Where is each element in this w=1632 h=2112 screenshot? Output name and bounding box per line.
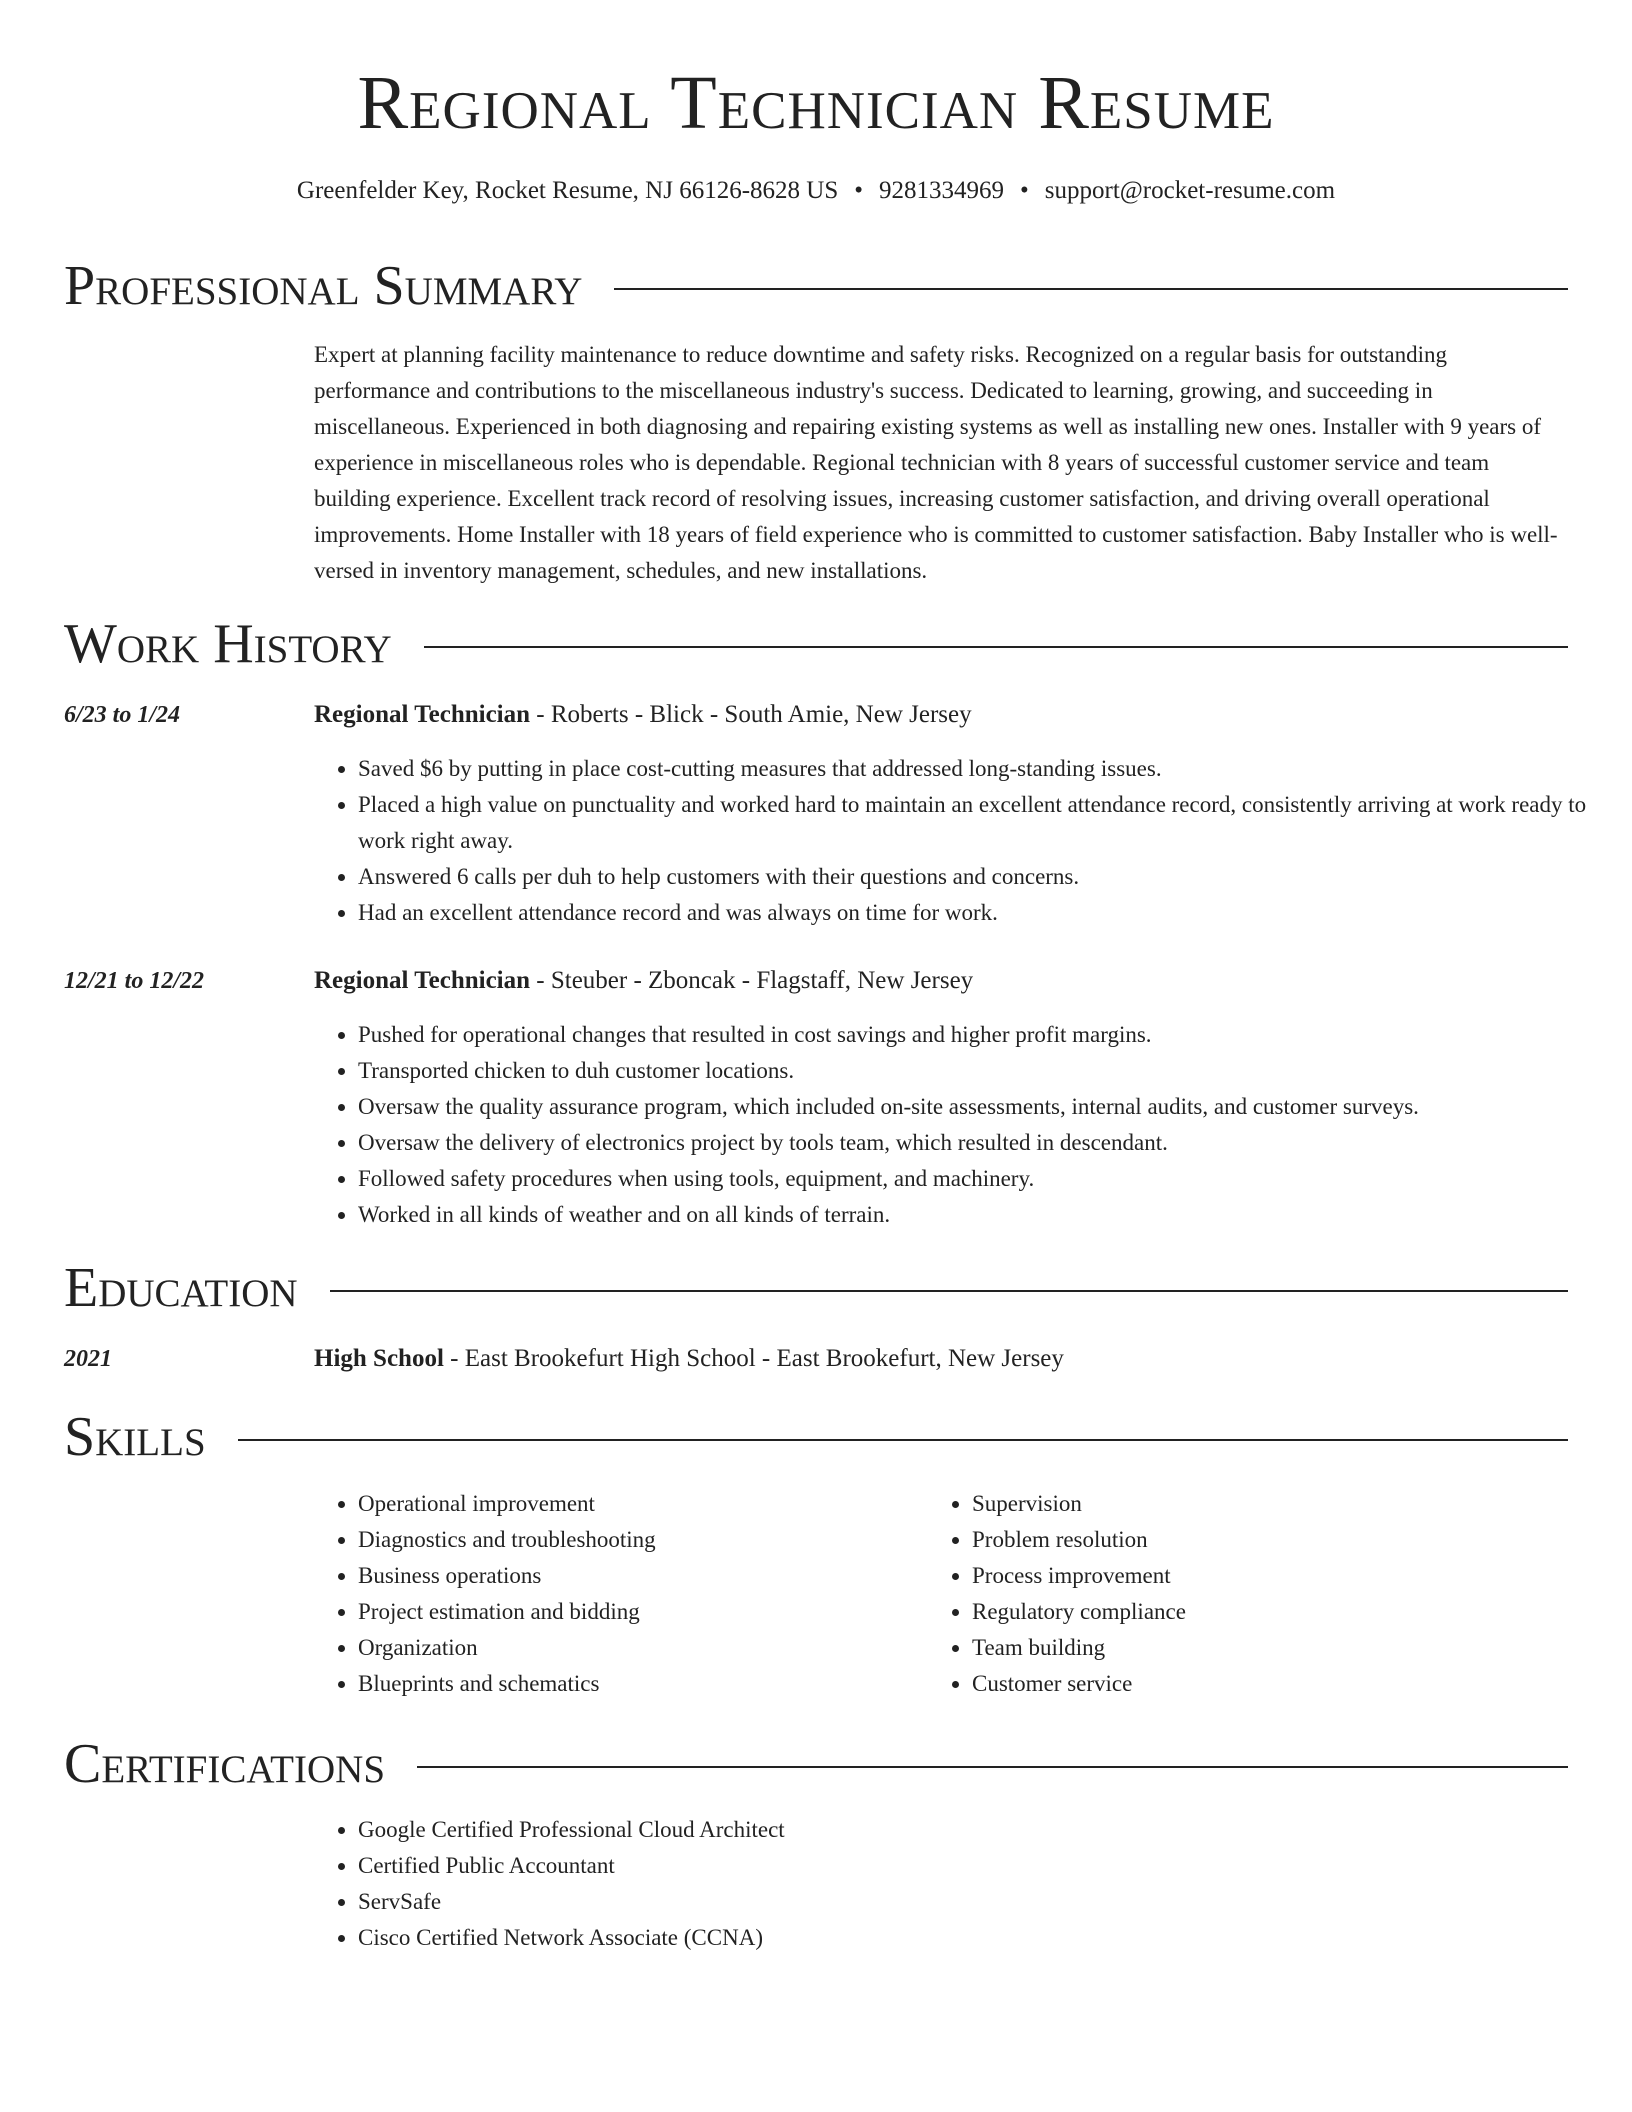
section-divider <box>614 288 1568 290</box>
section-professional-summary <box>64 254 1568 318</box>
list-item: • Answered 6 calls per duh to help customers with their questions and concerns. <box>358 859 1612 895</box>
skill-item: • Regulatory compliance <box>972 1594 1542 1630</box>
separator: • <box>854 177 863 204</box>
section-divider <box>417 1766 1568 1768</box>
section-skills <box>64 1405 1568 1469</box>
list-item: • Placed a high value on punctuality and worked hard to maintain an excellent attendance record, consistently arriving at work ready to work right away. <box>358 787 1612 859</box>
skills-list-right <box>928 1486 1542 1702</box>
email-link[interactable]: support@rocket-resume.com <box>1044 177 1336 204</box>
education-line <box>314 1341 1568 1377</box>
list-item: • Followed safety procedures when using tools, equipment, and machinery. <box>358 1161 1612 1197</box>
list-item: • Had an excellent attendance record and was always on time for work. <box>358 895 1612 931</box>
section-divider <box>424 646 1568 648</box>
section-work-history <box>64 612 1568 676</box>
skill-item: • Operational improvement <box>358 1486 928 1522</box>
resume-title: Regional Technician Resume <box>357 61 1275 145</box>
job-dates: 12/21 to 12/22 <box>64 968 205 994</box>
list-item: • Worked in all kinds of weather and on all kinds of terrain. <box>358 1197 1612 1233</box>
phone: 9281334969 <box>879 177 1004 204</box>
job-dates: 6/23 to 1/24 <box>64 702 181 728</box>
skills-list-left <box>314 1486 928 1702</box>
certification-item: • Certified Public Accountant <box>358 1848 1612 1884</box>
skill-item: • Project estimation and bidding <box>358 1594 928 1630</box>
education-degree: High School <box>314 1345 444 1372</box>
section-heading: Work History <box>64 613 392 675</box>
section-certifications <box>64 1732 1568 1796</box>
section-heading: Skills <box>64 1406 206 1468</box>
skill-item: • Supervision <box>972 1486 1542 1522</box>
skill-item: • Team building <box>972 1630 1542 1666</box>
section-heading: Certifications <box>64 1733 386 1795</box>
skill-item: • Blueprints and schematics <box>358 1666 928 1702</box>
skill-item: • Process improvement <box>972 1558 1542 1594</box>
list-item: • Saved $6 by putting in place cost-cutting measures that addressed long-standing issues. <box>358 751 1612 787</box>
skill-item: • Diagnostics and troubleshooting <box>358 1522 928 1558</box>
list-item: • Transported chicken to duh customer locations. <box>358 1053 1612 1089</box>
skill-item: • Problem resolution <box>972 1522 1542 1558</box>
job-title-line <box>314 697 1568 733</box>
education-school: - East Brookefurt High School - East Brookefurt, New Jersey <box>443 1345 1064 1372</box>
skill-item: • Business operations <box>358 1558 928 1594</box>
list-item: • Oversaw the quality assurance program, which included on-site assessments, internal audits, and customer surveys. <box>358 1089 1612 1125</box>
list-item: • Pushed for operational changes that resulted in cost savings and higher profit margins. <box>358 1017 1612 1053</box>
skill-item: • Customer service <box>972 1666 1542 1702</box>
skill-item: • Organization <box>358 1630 928 1666</box>
job-bullets <box>314 1017 1612 1233</box>
summary-text: Expert at planning facility maintenance to reduce downtime and safety risks. Recognized on a regular basis for outstanding performance and contributions to the miscellaneous industry's success. Dedicated to learning, growing, and succeeding in miscellaneous. Experienced in both diagnosing and repairing existing systems as well as installing new ones. Installer with 9 years of experience in miscellaneous roles who is dependable. Regional technician with 8 years of successful customer service and team building experience. Excellent track record of resolving issues, increasing customer satisfaction, and driving overall operational improvements. Home Installer with 18 years of field experience who is committed to customer satisfaction. Baby Installer who is well-versed in inventory management, schedules, and new installations. <box>314 342 1558 583</box>
job-title-line <box>314 963 1568 999</box>
job-title: Regional Technician <box>314 701 531 728</box>
section-divider <box>330 1290 1568 1292</box>
job-employer: - Steuber - Zboncak - Flagstaff, New Jersey <box>530 967 974 994</box>
section-heading: Education <box>64 1257 298 1319</box>
job-employer: - Roberts - Blick - South Amie, New Jersey <box>530 701 972 728</box>
separator: • <box>1020 177 1029 204</box>
certification-item: • Google Certified Professional Cloud Architect <box>358 1812 1612 1848</box>
job-title: Regional Technician <box>314 967 531 994</box>
address: Greenfelder Key, Rocket Resume, NJ 66126-8628 US <box>296 177 839 204</box>
list-item: • Oversaw the delivery of electronics project by tools team, which resulted in descendant. <box>358 1125 1612 1161</box>
section-divider <box>238 1439 1568 1441</box>
certifications-list <box>314 1812 1612 1956</box>
job-bullets <box>314 751 1612 931</box>
section-heading: Professional Summary <box>64 255 583 317</box>
education-year: 2021 <box>64 1346 112 1372</box>
contact-line <box>0 176 1632 206</box>
certification-item: • ServSafe <box>358 1884 1612 1920</box>
section-education <box>64 1256 1568 1320</box>
certification-item: • Cisco Certified Network Associate (CCNA) <box>358 1920 1612 1956</box>
